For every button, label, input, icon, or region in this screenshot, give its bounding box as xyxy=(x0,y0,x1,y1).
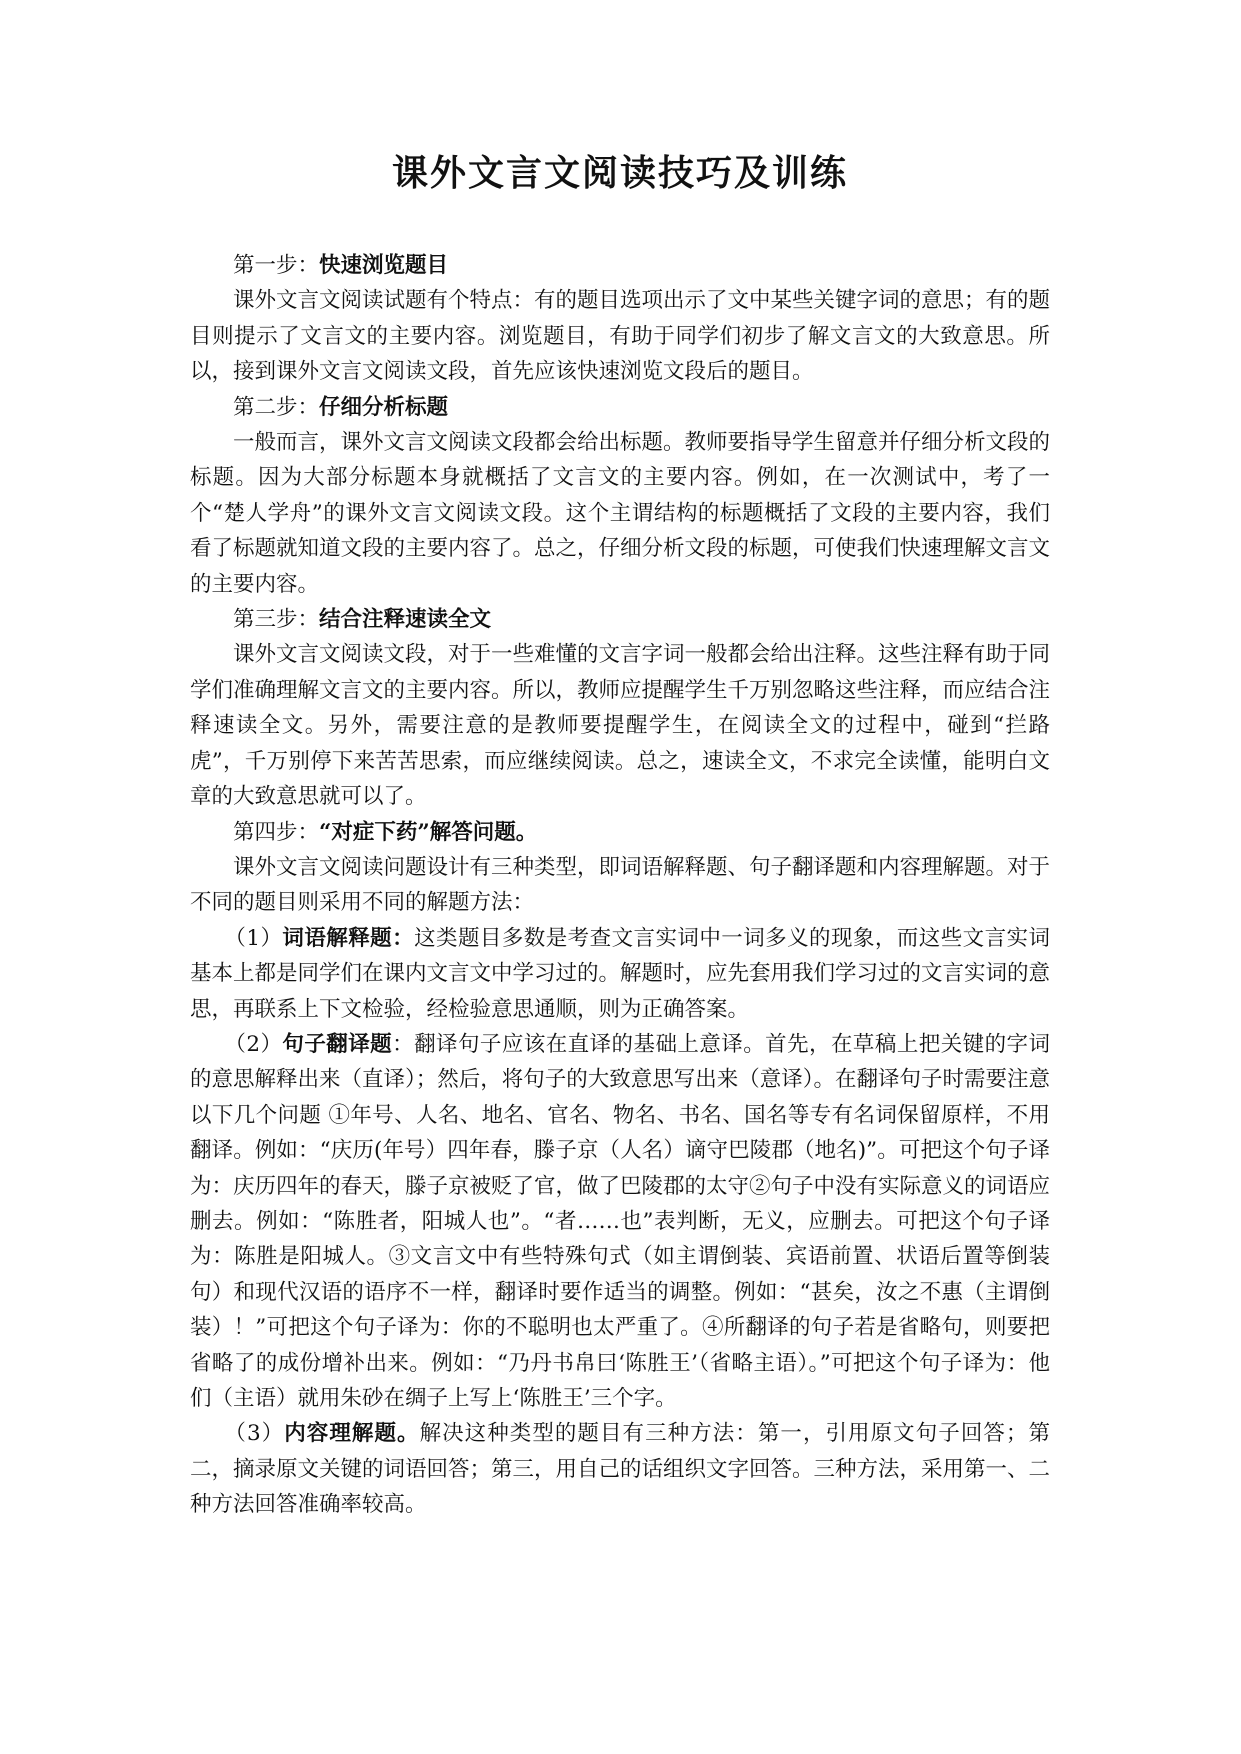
step3-label: 第三步： xyxy=(233,607,320,633)
step3-heading xyxy=(190,602,1050,637)
item1-number: （1） xyxy=(224,925,283,951)
step4-heading xyxy=(190,815,1050,850)
step1-heading-text: 快速浏览题目 xyxy=(319,253,449,278)
item2-paragraph xyxy=(190,1027,1050,1416)
step2-body: 一般而言，课外文言文阅读文段都会给出标题。教师要指导学生留意并仔细分析文段的标题。因为大部分标题本身就概括了文言文的主要内容。例如，在一次测试中，考了一个“楚人学舟”的课外文言文阅读文段。这个主谓结构的标题概括了文段的主要内容，我们看了标题就知道文段的主要内容了。总之，仔细分析文段的标题，可使我们快速理解文言文的主要内容。 xyxy=(190,430,1051,597)
item3-heading: 内容理解题。 xyxy=(284,1421,420,1447)
item3-number: （3） xyxy=(224,1421,285,1447)
item2-heading: 句子翻译题 xyxy=(282,1031,393,1057)
item2-number: （2） xyxy=(224,1031,283,1057)
item1-body: 这类题目多数是考查文言实词中一词多义的现象，而这些文言实词基本上都是同学们在课内文言文中学习过的。解题时，应先套用我们学习过的文言实词的意思，再联系上下文检验，经检验意思通顺，则为正确答案。 xyxy=(190,925,1051,1022)
step3-heading-text: 结合注释速读全文 xyxy=(319,607,492,633)
step3-body: 课外文言文阅读文段，对于一些难懂的文言字词一般都会给出注释。这些注释有助于同学们准确理解文言文的主要内容。所以，教师应提醒学生千万别忽略这些注释，而应结合注释速读全文。另外，需要注意的是教师要提醒学生，在阅读全文的过程中，碰到“拦路虎”，千万别停下来苦苦思索，而应继续阅读。总之，速读全文，不求完全读懂，能明白文章的大致意思就可以了。 xyxy=(190,642,1051,810)
item2-body: ：翻译句子应该在直译的基础上意译。首先，在草稿上把关键的字词的意思解释出来（直译）；然后，将句子的大致意思写出来（意译）。在翻译句子时需要注意以下几个问题 ①年号、人名、地名、官名、物名、书名、国名等专有名词保留原样，不用翻译。例如：“庆历(年号）四年春，滕子京（人名）谪守巴陵郡（地名)”。可把这个句子译为：庆历四年的春天，滕子京被贬了官，做了巴陵郡的太守②句子中没有实际意义的词语应删去。例如：“陈胜者，阳城人也”。“者……也”表判断，无义，应删去。可把这个句子译为：陈胜是阳城人。③文言文中有些特殊句式（如主谓倒装、宾语前置、状语后置等倒装句）和现代汉语的语序不一样，翻译时要作适当的调整。例如：“甚矣，汝之不惠（主谓倒装）！”可把这个句子译为：你的不聪明也太严重了。④所翻译的句子若是省略句，则要把省略了的成份增补出来。例如：“乃丹书帛曰‘陈胜王’（省略主语）。”可把这个句子译为：他们（主语）就用朱砂在绸子上写上‘陈胜王’三个字。 xyxy=(190,1031,1051,1411)
step2-heading-text: 仔细分析标题 xyxy=(319,394,449,420)
step2-label: 第二步： xyxy=(233,394,320,420)
step2-heading xyxy=(190,390,1050,425)
item3-body: 解决这种类型的题目有三种方法：第一，引用原文句子回答；第二，摘录原文关键的词语回答；第三，用自己的话组织文字回答。三种方法，采用第一、二种方法回答准确率较高。 xyxy=(190,1421,1051,1518)
item1-paragraph xyxy=(190,921,1050,1027)
document-title: 课外文言文阅读技巧及训练 xyxy=(391,153,848,194)
item3-paragraph xyxy=(190,1416,1050,1522)
step1-body: 课外文言文阅读试题有个特点：有的题目选项出示了文中某些关键字词的意思；有的题目则提示了文言文的主要内容。浏览题目，有助于同学们初步了解文言文的大致意思。所以，接到课外文言文阅读文段，首先应该快速浏览文段后的题目。 xyxy=(190,288,1051,385)
step1-label: 第一步： xyxy=(233,253,320,278)
item1-heading: 词语解释题： xyxy=(282,925,415,951)
step1-heading xyxy=(190,248,1050,283)
document-page xyxy=(190,148,1050,1523)
step4-heading-text: “对症下药”解答问题。 xyxy=(319,819,538,845)
step4-body: 课外文言文阅读问题设计有三种类型，即词语解释题、句子翻译题和内容理解题。对于不同的题目则采用不同的解题方法： xyxy=(190,854,1051,916)
step4-label: 第四步： xyxy=(233,819,320,845)
